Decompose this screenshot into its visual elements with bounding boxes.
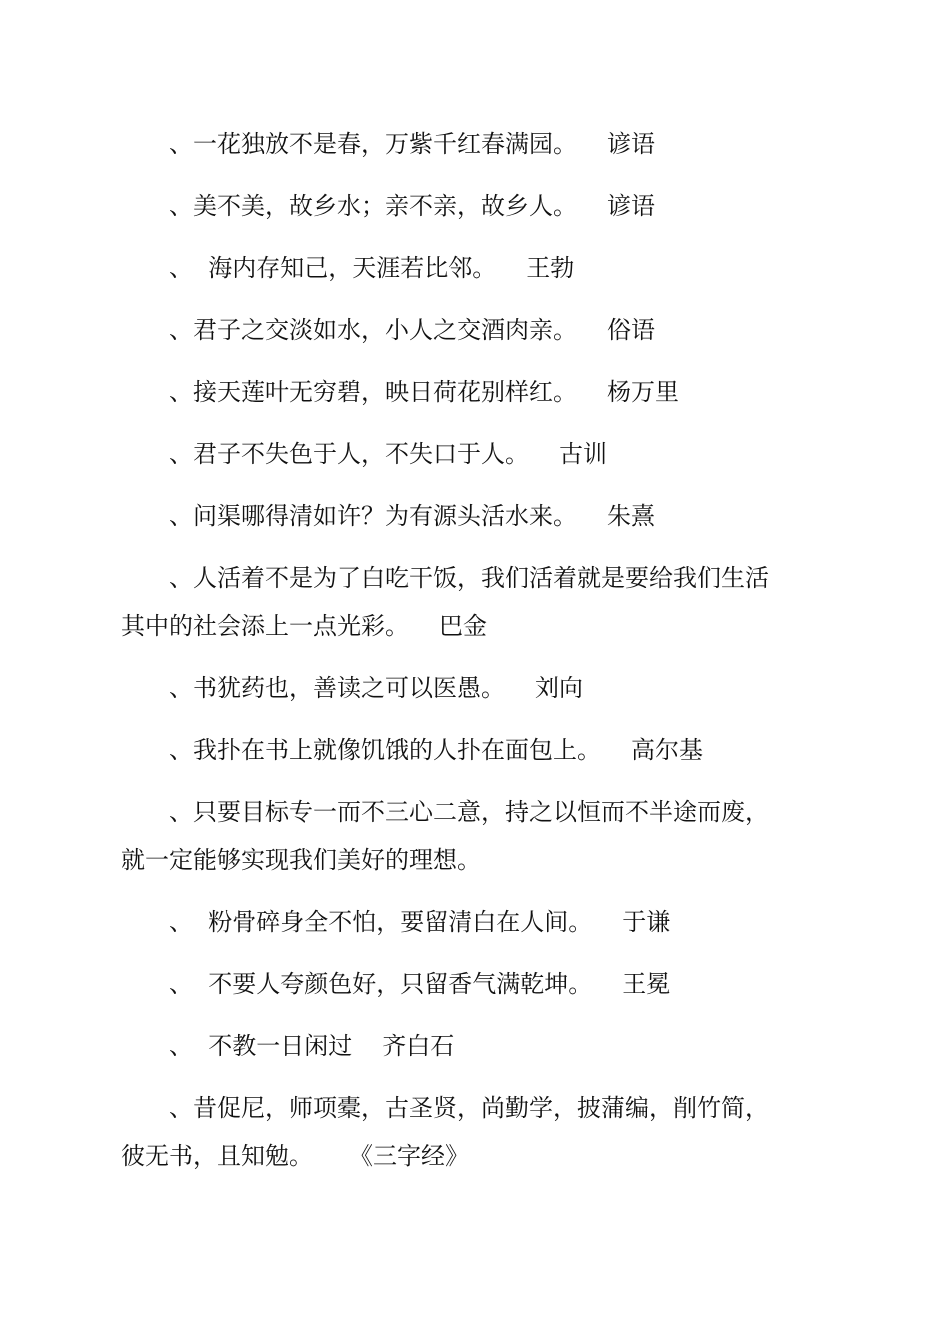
quote-author: 王勃 xyxy=(526,254,575,282)
quote-item xyxy=(145,244,805,292)
quote-text: 、 粉骨碎身全不怕，要留清白在人间。 xyxy=(169,908,593,936)
quote-text-line: 其中的社会添上一点光彩。 xyxy=(121,612,409,640)
quote-item xyxy=(145,368,805,416)
quote-author: 古训 xyxy=(559,440,607,468)
quote-author: 谚语 xyxy=(607,192,655,220)
quote-text-line: 就一定能够实现我们美好的理想。 xyxy=(121,846,481,874)
quote-item xyxy=(145,306,805,354)
quote-item xyxy=(145,898,805,946)
quote-author: 王冕 xyxy=(622,970,671,998)
quote-item xyxy=(145,726,805,774)
quote-item xyxy=(145,664,805,712)
quote-text: 、书犹药也，善读之可以医愚。 xyxy=(169,674,505,702)
quote-item xyxy=(145,120,805,168)
quote-item xyxy=(145,960,805,1008)
quote-author: 巴金 xyxy=(439,612,487,640)
quote-item xyxy=(145,430,805,478)
quote-text: 、 海内存知己，天涯若比邻。 xyxy=(169,254,497,282)
quote-author: 朱熹 xyxy=(607,502,655,530)
quote-author: 高尔基 xyxy=(631,736,703,764)
quote-author: 俗语 xyxy=(607,316,655,344)
quote-item xyxy=(145,1022,805,1070)
quote-text-line: 、昔促尼，师项橐，古圣贤，尚勤学，披蒲编，削竹简， xyxy=(169,1094,769,1122)
quote-text: 、一花独放不是春，万紫千红春满园。 xyxy=(169,130,577,158)
quote-item xyxy=(145,182,805,230)
quote-text-line: 彼无书，且知勉。 xyxy=(121,1142,313,1170)
quote-author: 刘向 xyxy=(535,674,583,702)
quote-author: 于谦 xyxy=(622,908,671,936)
quote-text: 、 不教一日闲过 xyxy=(169,1032,353,1060)
quote-text: 、君子之交淡如水，小人之交酒肉亲。 xyxy=(169,316,577,344)
quote-item xyxy=(121,554,805,650)
quote-text-line: 、人活着不是为了白吃干饭，我们活着就是要给我们生活 xyxy=(169,564,769,592)
quote-author: 杨万里 xyxy=(607,378,679,406)
quote-text: 、问渠哪得清如许？为有源头活水来。 xyxy=(169,502,577,530)
quote-text: 、君子不失色于人，不失口于人。 xyxy=(169,440,529,468)
quote-author: 谚语 xyxy=(607,130,655,158)
quote-author: 齐白石 xyxy=(382,1032,455,1060)
quote-author: 《三字经》 xyxy=(361,1142,469,1170)
quote-item xyxy=(145,492,805,540)
quote-item xyxy=(121,788,805,884)
quote-text: 、我扑在书上就像饥饿的人扑在面包上。 xyxy=(169,736,601,764)
quote-item xyxy=(121,1084,805,1180)
quote-text-line: 、只要目标专一而不三心二意，持之以恒而不半途而废， xyxy=(169,798,769,826)
quote-text: 、 不要人夸颜色好，只留香气满乾坤。 xyxy=(169,970,593,998)
quote-text: 、美不美，故乡水；亲不亲，故乡人。 xyxy=(169,192,577,220)
quote-text: 、接天莲叶无穷碧，映日荷花别样红。 xyxy=(169,378,577,406)
